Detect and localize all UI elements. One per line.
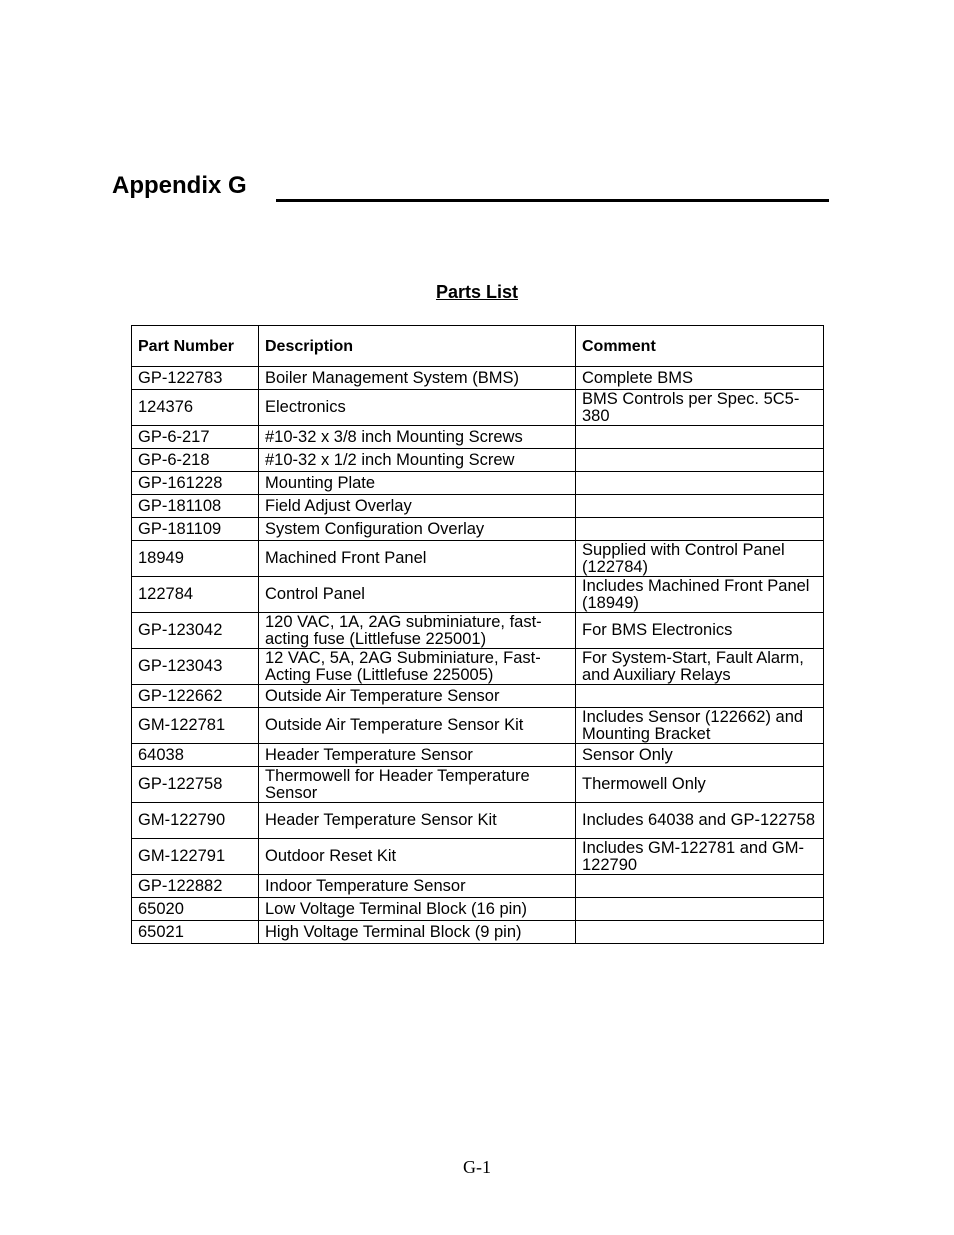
part-number-cell: 124376 <box>132 390 259 426</box>
description-cell: Outside Air Temperature Sensor Kit <box>259 708 576 744</box>
table-row <box>132 744 824 767</box>
comment-cell: Includes Machined Front Panel (18949) <box>576 577 824 613</box>
description-cell: 12 VAC, 5A, 2AG Subminiature, Fast-Acting Fuse (Littlefuse 225005) <box>259 649 576 685</box>
heading-underline-rule <box>276 199 829 202</box>
table-row <box>132 898 824 921</box>
description-cell: Indoor Temperature Sensor <box>259 875 576 898</box>
description-cell: #10-32 x 1/2 inch Mounting Screw <box>259 449 576 472</box>
appendix-title: Appendix G <box>112 172 247 199</box>
part-number-cell: GP-161228 <box>132 472 259 495</box>
description-cell: 120 VAC, 1A, 2AG subminiature, fast-acting fuse (Littlefuse 225001) <box>259 613 576 649</box>
comment-cell <box>576 921 824 944</box>
comment-cell <box>576 898 824 921</box>
comment-cell <box>576 685 824 708</box>
comment-cell: Includes Sensor (122662) and Mounting Bracket <box>576 708 824 744</box>
table-row <box>132 767 824 803</box>
table-row <box>132 472 824 495</box>
table-header-row <box>132 326 824 367</box>
appendix-heading <box>112 168 832 208</box>
table-row <box>132 708 824 744</box>
comment-cell: Includes GM-122781 and GM-122790 <box>576 839 824 875</box>
description-cell: High Voltage Terminal Block (9 pin) <box>259 921 576 944</box>
comment-cell: Includes 64038 and GP-122758 <box>576 803 824 839</box>
description-cell: Low Voltage Terminal Block (16 pin) <box>259 898 576 921</box>
part-number-cell: GP-122758 <box>132 767 259 803</box>
comment-cell: For BMS Electronics <box>576 613 824 649</box>
description-cell: System Configuration Overlay <box>259 518 576 541</box>
table-row <box>132 803 824 839</box>
comment-cell: For System-Start, Fault Alarm, and Auxiliary Relays <box>576 649 824 685</box>
comment-cell: Supplied with Control Panel (122784) <box>576 541 824 577</box>
part-number-cell: GP-123043 <box>132 649 259 685</box>
table-row <box>132 367 824 390</box>
part-number-cell: GM-122790 <box>132 803 259 839</box>
table-row <box>132 875 824 898</box>
part-number-cell: 18949 <box>132 541 259 577</box>
table-row <box>132 390 824 426</box>
page-number: G-1 <box>463 1157 491 1177</box>
part-number-cell: 122784 <box>132 577 259 613</box>
column-header-part-number: Part Number <box>132 326 259 367</box>
comment-cell <box>576 875 824 898</box>
table-row <box>132 541 824 577</box>
parts-list-title: Parts List <box>435 282 519 302</box>
part-number-cell: 65021 <box>132 921 259 944</box>
part-number-cell: GP-6-217 <box>132 426 259 449</box>
table-row <box>132 685 824 708</box>
part-number-cell: GP-122882 <box>132 875 259 898</box>
column-header-description: Description <box>259 326 576 367</box>
table-row <box>132 649 824 685</box>
table-row <box>132 426 824 449</box>
part-number-cell: GP-122662 <box>132 685 259 708</box>
table-row <box>132 577 824 613</box>
description-cell: Control Panel <box>259 577 576 613</box>
description-cell: Boiler Management System (BMS) <box>259 367 576 390</box>
table-row <box>132 839 824 875</box>
description-cell: Mounting Plate <box>259 472 576 495</box>
comment-cell: Complete BMS <box>576 367 824 390</box>
part-number-cell: GM-122791 <box>132 839 259 875</box>
description-cell: Header Temperature Sensor <box>259 744 576 767</box>
comment-cell <box>576 449 824 472</box>
description-cell: Outside Air Temperature Sensor <box>259 685 576 708</box>
comment-cell <box>576 518 824 541</box>
table-row <box>132 449 824 472</box>
comment-cell <box>576 426 824 449</box>
comment-cell: Sensor Only <box>576 744 824 767</box>
description-cell: Machined Front Panel <box>259 541 576 577</box>
part-number-cell: GP-181109 <box>132 518 259 541</box>
table-row <box>132 921 824 944</box>
part-number-cell: GP-122783 <box>132 367 259 390</box>
part-number-cell: 65020 <box>132 898 259 921</box>
table-row <box>132 495 824 518</box>
part-number-cell: GP-181108 <box>132 495 259 518</box>
comment-cell <box>576 495 824 518</box>
description-cell: Thermowell for Header Temperature Sensor <box>259 767 576 803</box>
description-cell: Outdoor Reset Kit <box>259 839 576 875</box>
description-cell: Field Adjust Overlay <box>259 495 576 518</box>
comment-cell: BMS Controls per Spec. 5C5-380 <box>576 390 824 426</box>
parts-table-body <box>132 367 824 944</box>
table-row <box>132 518 824 541</box>
parts-table <box>131 325 824 944</box>
description-cell: Electronics <box>259 390 576 426</box>
part-number-cell: 64038 <box>132 744 259 767</box>
table-row <box>132 613 824 649</box>
part-number-cell: GP-6-218 <box>132 449 259 472</box>
description-cell: Header Temperature Sensor Kit <box>259 803 576 839</box>
description-cell: #10-32 x 3/8 inch Mounting Screws <box>259 426 576 449</box>
comment-cell: Thermowell Only <box>576 767 824 803</box>
comment-cell <box>576 472 824 495</box>
part-number-cell: GM-122781 <box>132 708 259 744</box>
column-header-comment: Comment <box>576 326 824 367</box>
part-number-cell: GP-123042 <box>132 613 259 649</box>
